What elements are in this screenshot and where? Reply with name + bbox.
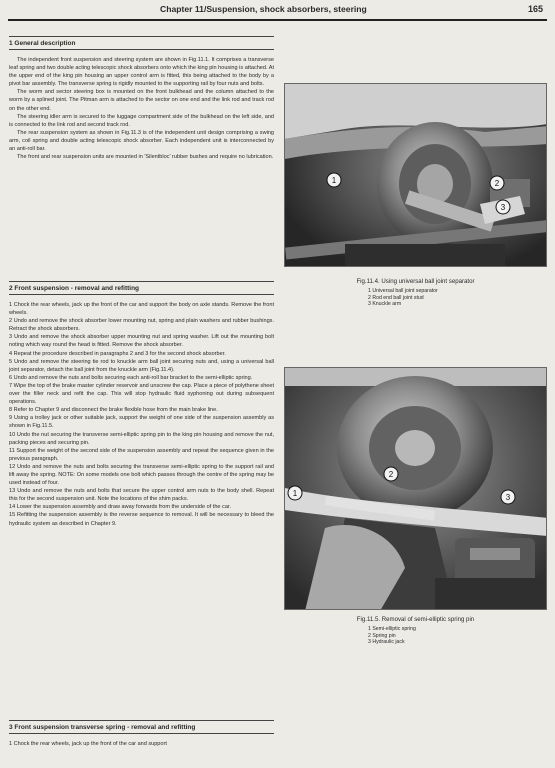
procedure-step: 13 Undo and remove the nuts and bolts that secure the upper control arm nuts to the body shell. Repeat this for the second suspension unit. Note the locations of the shim packs. [9,488,274,503]
procedure-step: 4 Repeat the procedure described in paragraphs 2 and 3 for the second shock absorber. [9,350,226,357]
figure-caption: Fig.11.4. Using universal ball joint separator [356,278,475,285]
paragraph: The worm and sector steering box is mounted on the front bulkhead and the column attached to the worm by a splined joint. The Pitman arm is attached to the sector on one end and the link rod and track rod on the other end. [9,89,274,112]
procedure-step: 8 Refer to Chapter 9 and disconnect the brake flexible hose from the main brake line. [9,407,218,414]
procedure-step: 9 Using a trolley jack or other suitable jack, support the weight of one side of the suspension assembly as shown in Fig.11.5. [9,415,274,430]
procedure-step: 3 Undo and remove the shock absorber upper mounting nut and spring washer. Lift out the mounting bolt noting which way round the head is fitted. Remove the shock absorber. [9,334,274,349]
procedure-step: 7 Wipe the top of the brake master cylinder reservoir and unscrew the cap. Place a piece of polythene sheet over the filler neck and refit the cap. This will stop hydraulic fluid syphoning out during subsequent operations. [9,382,274,406]
figure-legend [368,288,547,308]
svg-text:1: 1 [292,489,298,498]
svg-text:2: 2 [388,470,394,479]
procedure-step: 6 Undo and remove the nuts and bolts securing each anti-roll bar bracket to the semi-elliptic spring. [9,374,253,381]
running-head [0,4,555,16]
procedure-step: 2 Undo and remove the shock absorber lower mounting nut, spring and plain washers and rubber bushings. Retract the shock absorbers. [9,318,274,333]
procedure-step: 12 Undo and remove the nuts and bolts securing the transverse semi-elliptic spring to the support rail and lift away the spring. NOTE: On some models one bolt which passes through the centre of the spring may be used instead of four. [9,463,274,487]
section-heading: 1 General description [9,36,274,50]
section-front-suspension-removal [9,281,274,528]
page-number: 165 [527,4,543,14]
header-rule [8,19,547,21]
callout-2 [384,467,398,481]
procedure-step: 14 Lower the suspension assembly and draw away forwards from the underside of the car. [9,504,231,511]
svg-text:2: 2 [494,179,500,188]
procedure-step: 10 Undo the nut securing the transverse semi-elliptic spring pin to the king pin housing and remove the nut, packing pieces and securing pin. [9,431,274,446]
callout-1 [327,173,341,187]
section-heading: 3 Front suspension transverse spring - removal and refitting [9,720,274,734]
figure-11-4-caption-block [284,278,547,308]
section-heading: 2 Front suspension - removal and refitting [9,281,274,295]
figure-11-5-caption-block [284,616,547,646]
callout-3 [496,200,510,214]
figure-11-4-callouts [284,83,547,267]
svg-text:3: 3 [505,493,511,502]
callout-1 [288,486,302,500]
chapter-title: Chapter 11/Suspension, shock absorbers, steering [160,4,367,14]
legend-item: 3 Hydraulic jack [368,639,405,646]
legend-item: 3 Knuckle arm [368,301,402,308]
callout-3 [501,490,515,504]
procedure-step: 1 Chock the rear wheels, jack up the front of the car and support [9,741,167,747]
paragraph: The front and rear suspension units are mounted in 'Silentbloc' rubber bushes and require no lubrication. [17,154,274,161]
legend-item: 1 Semi-elliptic spring [368,626,416,632]
svg-text:1: 1 [331,176,337,185]
procedure-step: 11 Support the weight of the second side of the suspension assembly and repeat the sequence given in the previous paragraph. [9,447,274,462]
figure-11-5-callouts [284,367,547,610]
legend-item: 2 Rod end ball joint stud [368,294,424,301]
procedure-step: 1 Chock the rear wheels, jack up the front of the car and support the body on axle stands. Remove the front wheels. [9,302,274,317]
procedure-step: 5 Undo and remove the steering tie rod to knuckle arm ball joint securing nuts and, using a universal ball joint separator, detach the ball joint from the knuckle arm (Fig.11.4). [9,358,274,373]
section-general-description [9,36,274,161]
paragraph: The rear suspension system as shown in Fig.11.3 is of the independent unit design comprising a swing arm, coil spring and double acting telescopic shock absorber. Each independent unit is interconnected by an anti-roll bar. [9,129,274,153]
legend-item: 1 Universal ball joint separator [368,288,438,294]
procedure-step: 15 Refitting the suspension assembly is the reverse sequence to removal. It will be necessary to bleed the hydraulic system as described in Chapter 9. [9,512,274,527]
callout-2 [490,176,504,190]
paragraph: The steering idler arm is secured to the luggage compartment side of the bulkhead on the left side, and is connected to the link rod and second track rod. [9,113,274,128]
section-transverse-spring [9,720,274,748]
legend-item: 2 Spring pin [368,632,396,639]
figure-caption: Fig.11.5. Removal of semi-elliptic spring pin [356,616,475,623]
figure-legend [368,626,547,646]
svg-text:3: 3 [500,203,506,212]
paragraph: The independent front suspension and steering system are shown in Fig.11.1. It comprises a transverse leaf spring and two double acting telescopic shock absorbers onto which the king pin housing is attached. At the upper end of the king pin housing an upper control arm is fitted, this being attached to the body by a pivot bar assembly. The transverse spring is rigidly mounted to the supporting rail by four nuts and bolts. [9,57,274,88]
